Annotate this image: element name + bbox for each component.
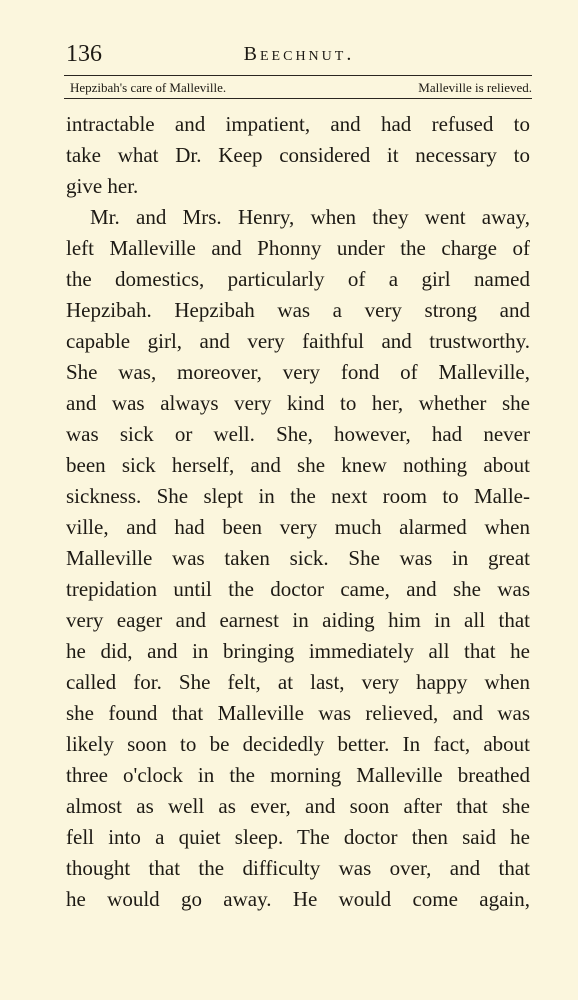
- text-line: was sick or well. She, however, had never: [66, 422, 530, 446]
- text-line: She was, moreover, very fond of Malleville,: [66, 360, 530, 384]
- text-line: three o'clock in the morning Malleville breathed: [66, 763, 530, 787]
- header-rule: [64, 75, 532, 76]
- text-line: she found that Malleville was relieved, and was: [66, 701, 530, 725]
- text-line: left Malleville and Phonny under the charge of: [66, 236, 530, 260]
- text-line: sickness. She slept in the next room to Malle-: [66, 484, 530, 508]
- text-line: intractable and impatient, and had refused to: [66, 112, 530, 136]
- page-number: 136: [66, 41, 102, 67]
- text-line: Malleville was taken sick. She was in great: [66, 546, 530, 570]
- text-line: he did, and in bringing immediately all that he: [66, 639, 530, 663]
- subheading-rule: [64, 98, 532, 99]
- text-line: likely soon to be decidedly better. In fact, about: [66, 732, 530, 756]
- text-line: give her.: [66, 174, 139, 198]
- text-line: called for. She felt, at last, very happy when: [66, 670, 530, 694]
- text-line: capable girl, and very faithful and trustworthy.: [66, 329, 530, 353]
- text-line: Mr. and Mrs. Henry, when they went away,: [90, 205, 530, 229]
- text-line: take what Dr. Keep considered it necessary to: [66, 143, 530, 167]
- text-line: been sick herself, and she knew nothing about: [66, 453, 530, 477]
- text-line: thought that the difficulty was over, and that: [66, 856, 530, 880]
- text-line: almost as well as ever, and soon after that she: [66, 794, 530, 818]
- subheading: [66, 79, 532, 97]
- text-line: and was always very kind to her, whether she: [66, 391, 530, 415]
- subheading-left: Hepzibah's care of Malleville.: [70, 80, 227, 95]
- text-line: trepidation until the doctor came, and she was: [66, 577, 530, 601]
- text-line: the domestics, particularly of a girl named: [66, 267, 530, 291]
- running-title: Beechnut.: [243, 43, 355, 65]
- body-text: [66, 109, 530, 915]
- page-header: [66, 40, 532, 70]
- text-line: he would go away. He would come again,: [66, 887, 530, 911]
- text-line: very eager and earnest in aiding him in all that: [66, 608, 530, 632]
- subheading-right: Malleville is relieved.: [418, 80, 532, 95]
- text-line: Hepzibah. Hepzibah was a very strong and: [66, 298, 530, 322]
- text-line: fell into a quiet sleep. The doctor then said he: [66, 825, 530, 849]
- text-line: ville, and had been very much alarmed when: [66, 515, 530, 539]
